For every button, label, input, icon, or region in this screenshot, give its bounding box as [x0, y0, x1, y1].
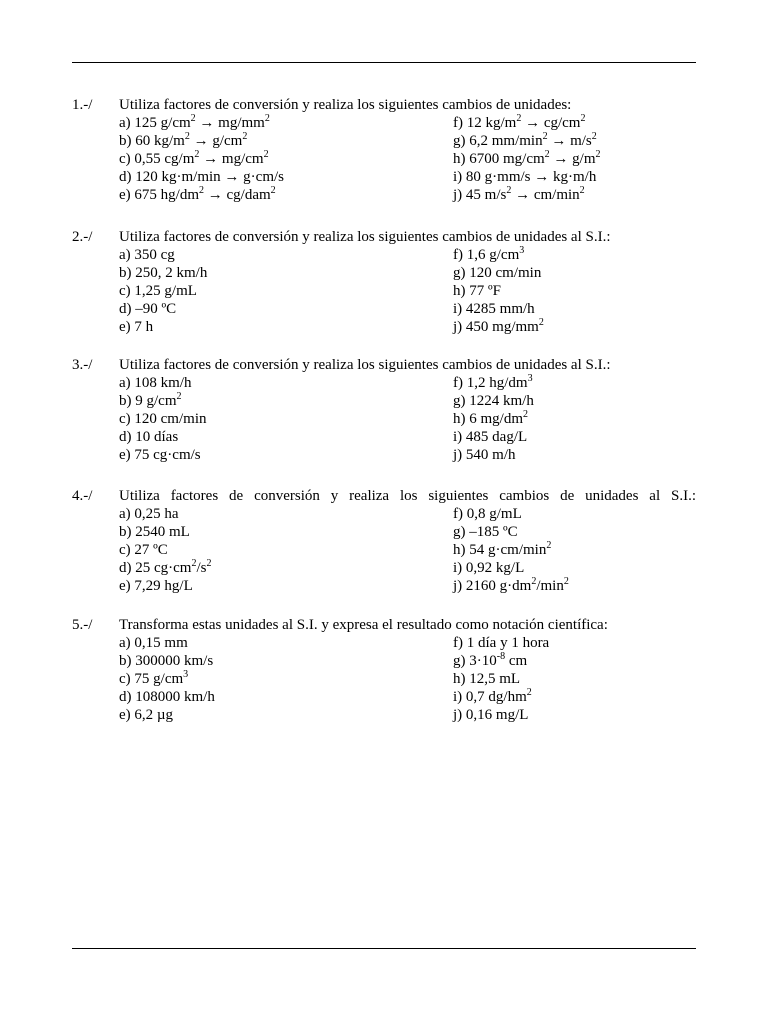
exercise-4	[72, 487, 696, 594]
list-item: j) 450 $mg/mm^2$	[453, 317, 544, 335]
list-item: h) 54 $g\cdot cm/\min^2$	[453, 540, 552, 558]
list-item: j) 0,16 mg/L	[453, 707, 529, 723]
list-item: j) 2160 $g\cdot dm^2/\min^2$	[453, 576, 569, 594]
items-left-column	[119, 246, 449, 336]
list-item: f) 1,2 $hg/dm^3$	[453, 373, 533, 391]
list-item: b) 60 $kg/m^2 \to g/cm^2$	[119, 131, 248, 149]
items-left-column	[119, 634, 449, 724]
exercise-5	[72, 616, 696, 723]
list-item: e) 7 h	[119, 319, 154, 335]
list-item: c) 1,25 g/mL	[119, 283, 197, 299]
list-item: f) 1,6 $g/cm^3$	[453, 245, 525, 263]
exercise-statement: Utiliza factores de conversión y realiza los siguientes cambios de unidades al S.I.:	[119, 488, 696, 504]
exercise-number: 5.-/	[72, 617, 93, 633]
list-item: g) 1224 km/h	[453, 393, 534, 409]
list-item: b) 9 $g/cm^2$	[119, 391, 182, 409]
list-item: h) 6700 $mg/cm^2 \to g/m^2$	[453, 149, 601, 167]
list-item: e) 75 cg·cm/s	[119, 447, 201, 463]
list-item: f) 1 día y 1 hora	[453, 635, 550, 651]
list-item: i) 0,7 $dg/hm^2$	[453, 687, 532, 705]
items-right-column	[453, 505, 696, 595]
list-item: h) 12,5 mL	[453, 671, 521, 687]
exercise-statement: Utiliza factores de conversión y realiza los siguientes cambios de unidades:	[119, 97, 572, 113]
list-item: c) 75 $g/cm^3$	[119, 669, 189, 687]
list-item: i) 4285 mm/h	[453, 301, 535, 317]
list-item: h) 77 ºF	[453, 283, 501, 299]
list-item: d) 10 días	[119, 429, 179, 445]
exercise-1	[72, 96, 696, 203]
exercise-statement: Utiliza factores de conversión y realiza los siguientes cambios de unidades al S.I.:	[119, 229, 611, 245]
list-item: c) 120 cm/min	[119, 411, 207, 427]
list-item: j) 540 m/h	[453, 447, 516, 463]
exercise-number: 2.-/	[72, 229, 93, 245]
exercise-number: 3.-/	[72, 357, 93, 373]
exercise-number: 4.-/	[72, 488, 93, 504]
list-item: h) 6 $mg/dm^2$	[453, 409, 528, 427]
list-item: f) 12 $kg/m^2 \to cg/cm^2$	[453, 113, 586, 131]
exercise-statement: Transforma estas unidades al S.I. y expresa el resultado como notación científica:	[119, 617, 608, 633]
list-item: d) 108000 km/h	[119, 689, 215, 705]
top-rule	[72, 62, 696, 63]
items-left-column	[119, 374, 449, 464]
list-item: e) 6,2 µg	[119, 707, 174, 723]
exercise-number: 1.-/	[72, 97, 93, 113]
list-item: a) 350 cg	[119, 247, 175, 263]
list-item: g) 120 cm/min	[453, 265, 542, 281]
list-item: d) 25 $cg\cdot cm^2/s^2$	[119, 558, 212, 576]
list-item: b) 300000 km/s	[119, 653, 214, 669]
list-item: e) 675 $hg/dm^2 \to cg/dam^2$	[119, 185, 276, 203]
list-item: c) 0,55 $cg/m^2 \to mg/cm^2$	[119, 149, 269, 167]
list-item: g) –185 ºC	[453, 524, 518, 540]
list-item: j) 45 $m/s^2 \to cm/\min^2$	[453, 185, 585, 203]
items-left-column	[119, 505, 449, 595]
list-item: b) 2540 mL	[119, 524, 190, 540]
list-item: d) –90 ºC	[119, 301, 177, 317]
list-item: a) 0,25 ha	[119, 506, 179, 522]
list-item: c) 27 ºC	[119, 542, 168, 558]
list-item: i) 485 dag/L	[453, 429, 528, 445]
list-item: i) 80 g·mm/s → kg·m/h	[453, 169, 597, 185]
list-item: a) 108 km/h	[119, 375, 192, 391]
items-right-column	[453, 246, 696, 336]
bottom-rule	[72, 948, 696, 949]
list-item: b) 250, 2 km/h	[119, 265, 208, 281]
list-item: d) 120 kg·m/min → g·cm/s	[119, 169, 284, 185]
list-item: a) 125 $g/cm^2 \to mg/mm^2$	[119, 113, 270, 131]
list-item: a) 0,15 mm	[119, 635, 188, 651]
list-item: g) $3\cdot 10^{-8}$ cm	[453, 651, 528, 669]
items-right-column	[453, 374, 696, 464]
list-item: f) 0,8 g/mL	[453, 506, 522, 522]
items-right-column	[453, 114, 696, 204]
exercise-statement: Utiliza factores de conversión y realiza los siguientes cambios de unidades al S.I.:	[119, 357, 611, 373]
items-right-column	[453, 634, 696, 724]
exercise-3	[72, 356, 696, 463]
exercise-2	[72, 228, 696, 335]
list-item: e) 7,29 hg/L	[119, 578, 193, 594]
list-item: i) 0,92 kg/L	[453, 560, 525, 576]
list-item: g) 6,2 $mm/\min^2 \to m/s^2$	[453, 131, 597, 149]
items-left-column	[119, 114, 449, 204]
